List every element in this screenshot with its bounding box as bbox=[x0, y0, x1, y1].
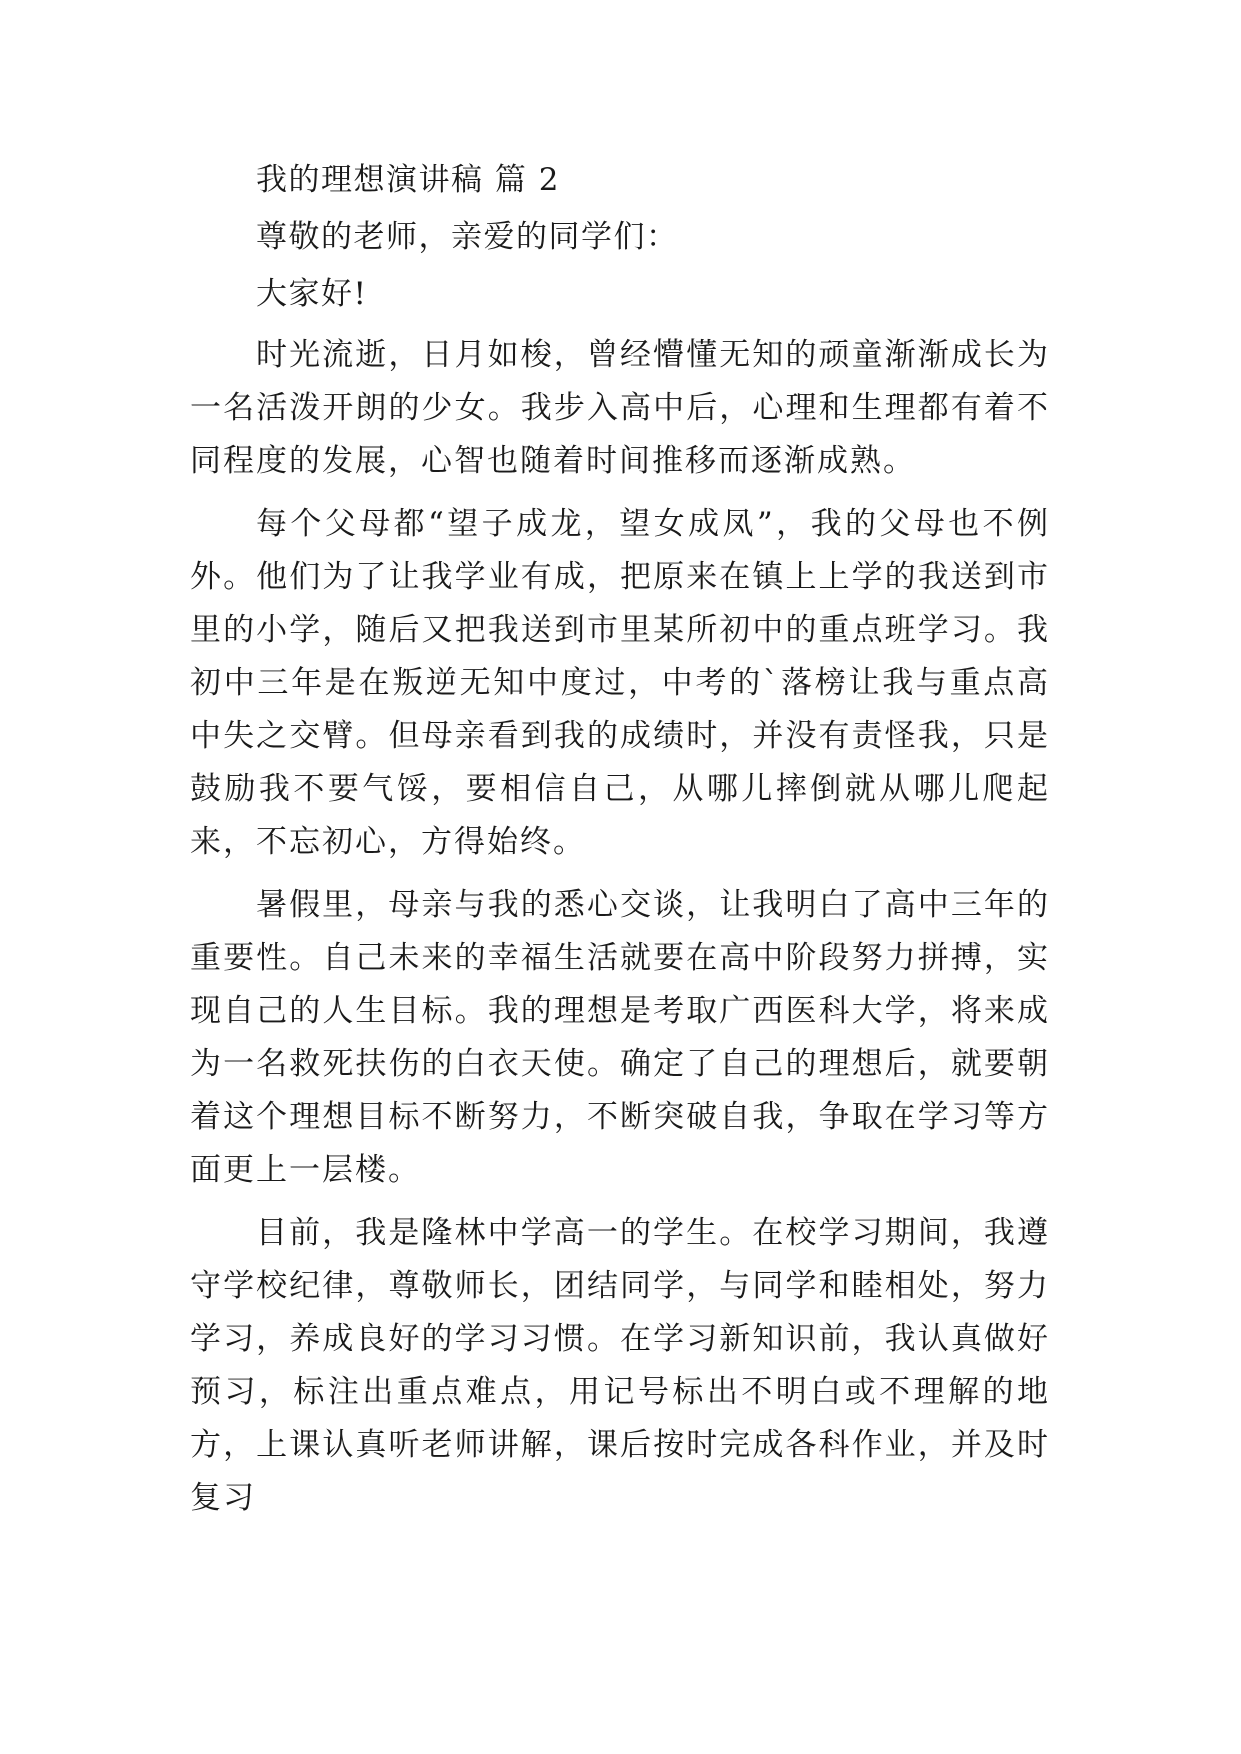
greeting: 大家好! bbox=[256, 276, 368, 312]
paragraph-2: 每个父母都“望子成龙，望女成凤”，我的父母也不例外。他们为了让我学业有成，把原来在镇上上学的我送到市里的小学，随后又把我送到市里某所初中的重点班学习。我初中三年是在叛逆无知中度过，中考的`落榜让我与重点高中失之交臂。但母亲看到我的成绩时，并没有责怪我，只是鼓励我不要气馁，要相信自己，从哪儿摔倒就从哪儿爬起来，不忘初心，方得始终。 bbox=[190, 506, 1050, 860]
document-title: 我的理想演讲稿 篇 2 bbox=[256, 162, 560, 198]
paragraph-1: 时光流逝，日月如梭，曾经懵懂无知的顽童渐渐成长为一名活泼开朗的少女。我步入高中后，心理和生理都有着不同程度的发展，心智也随着时间推移而逐渐成熟。 bbox=[190, 337, 1050, 479]
paragraph-4: 目前，我是隆林中学高一的学生。在校学习期间，我遵守学校纪律，尊敬师长，团结同学，与同学和睦相处，努力学习，养成良好的学习习惯。在学习新知识前，我认真做好预习，标注出重点难点，用记号标出不明白或不理解的地方，上课认真听老师讲解，课后按时完成各科作业，并及时复习 bbox=[190, 1215, 1050, 1516]
paragraph-3: 暑假里，母亲与我的悉心交谈，让我明白了高中三年的重要性。自己未来的幸福生活就要在高中阶段努力拼搏，实现自己的人生目标。我的理想是考取广西医科大学，将来成为一名救死扶伤的白衣天使。确定了自己的理想后，就要朝着这个理想目标不断努力，不断突破自我，争取在学习等方面更上一层楼。 bbox=[190, 887, 1050, 1188]
salutation: 尊敬的老师，亲爱的同学们： bbox=[256, 219, 679, 255]
document-page bbox=[190, 158, 1050, 1535]
